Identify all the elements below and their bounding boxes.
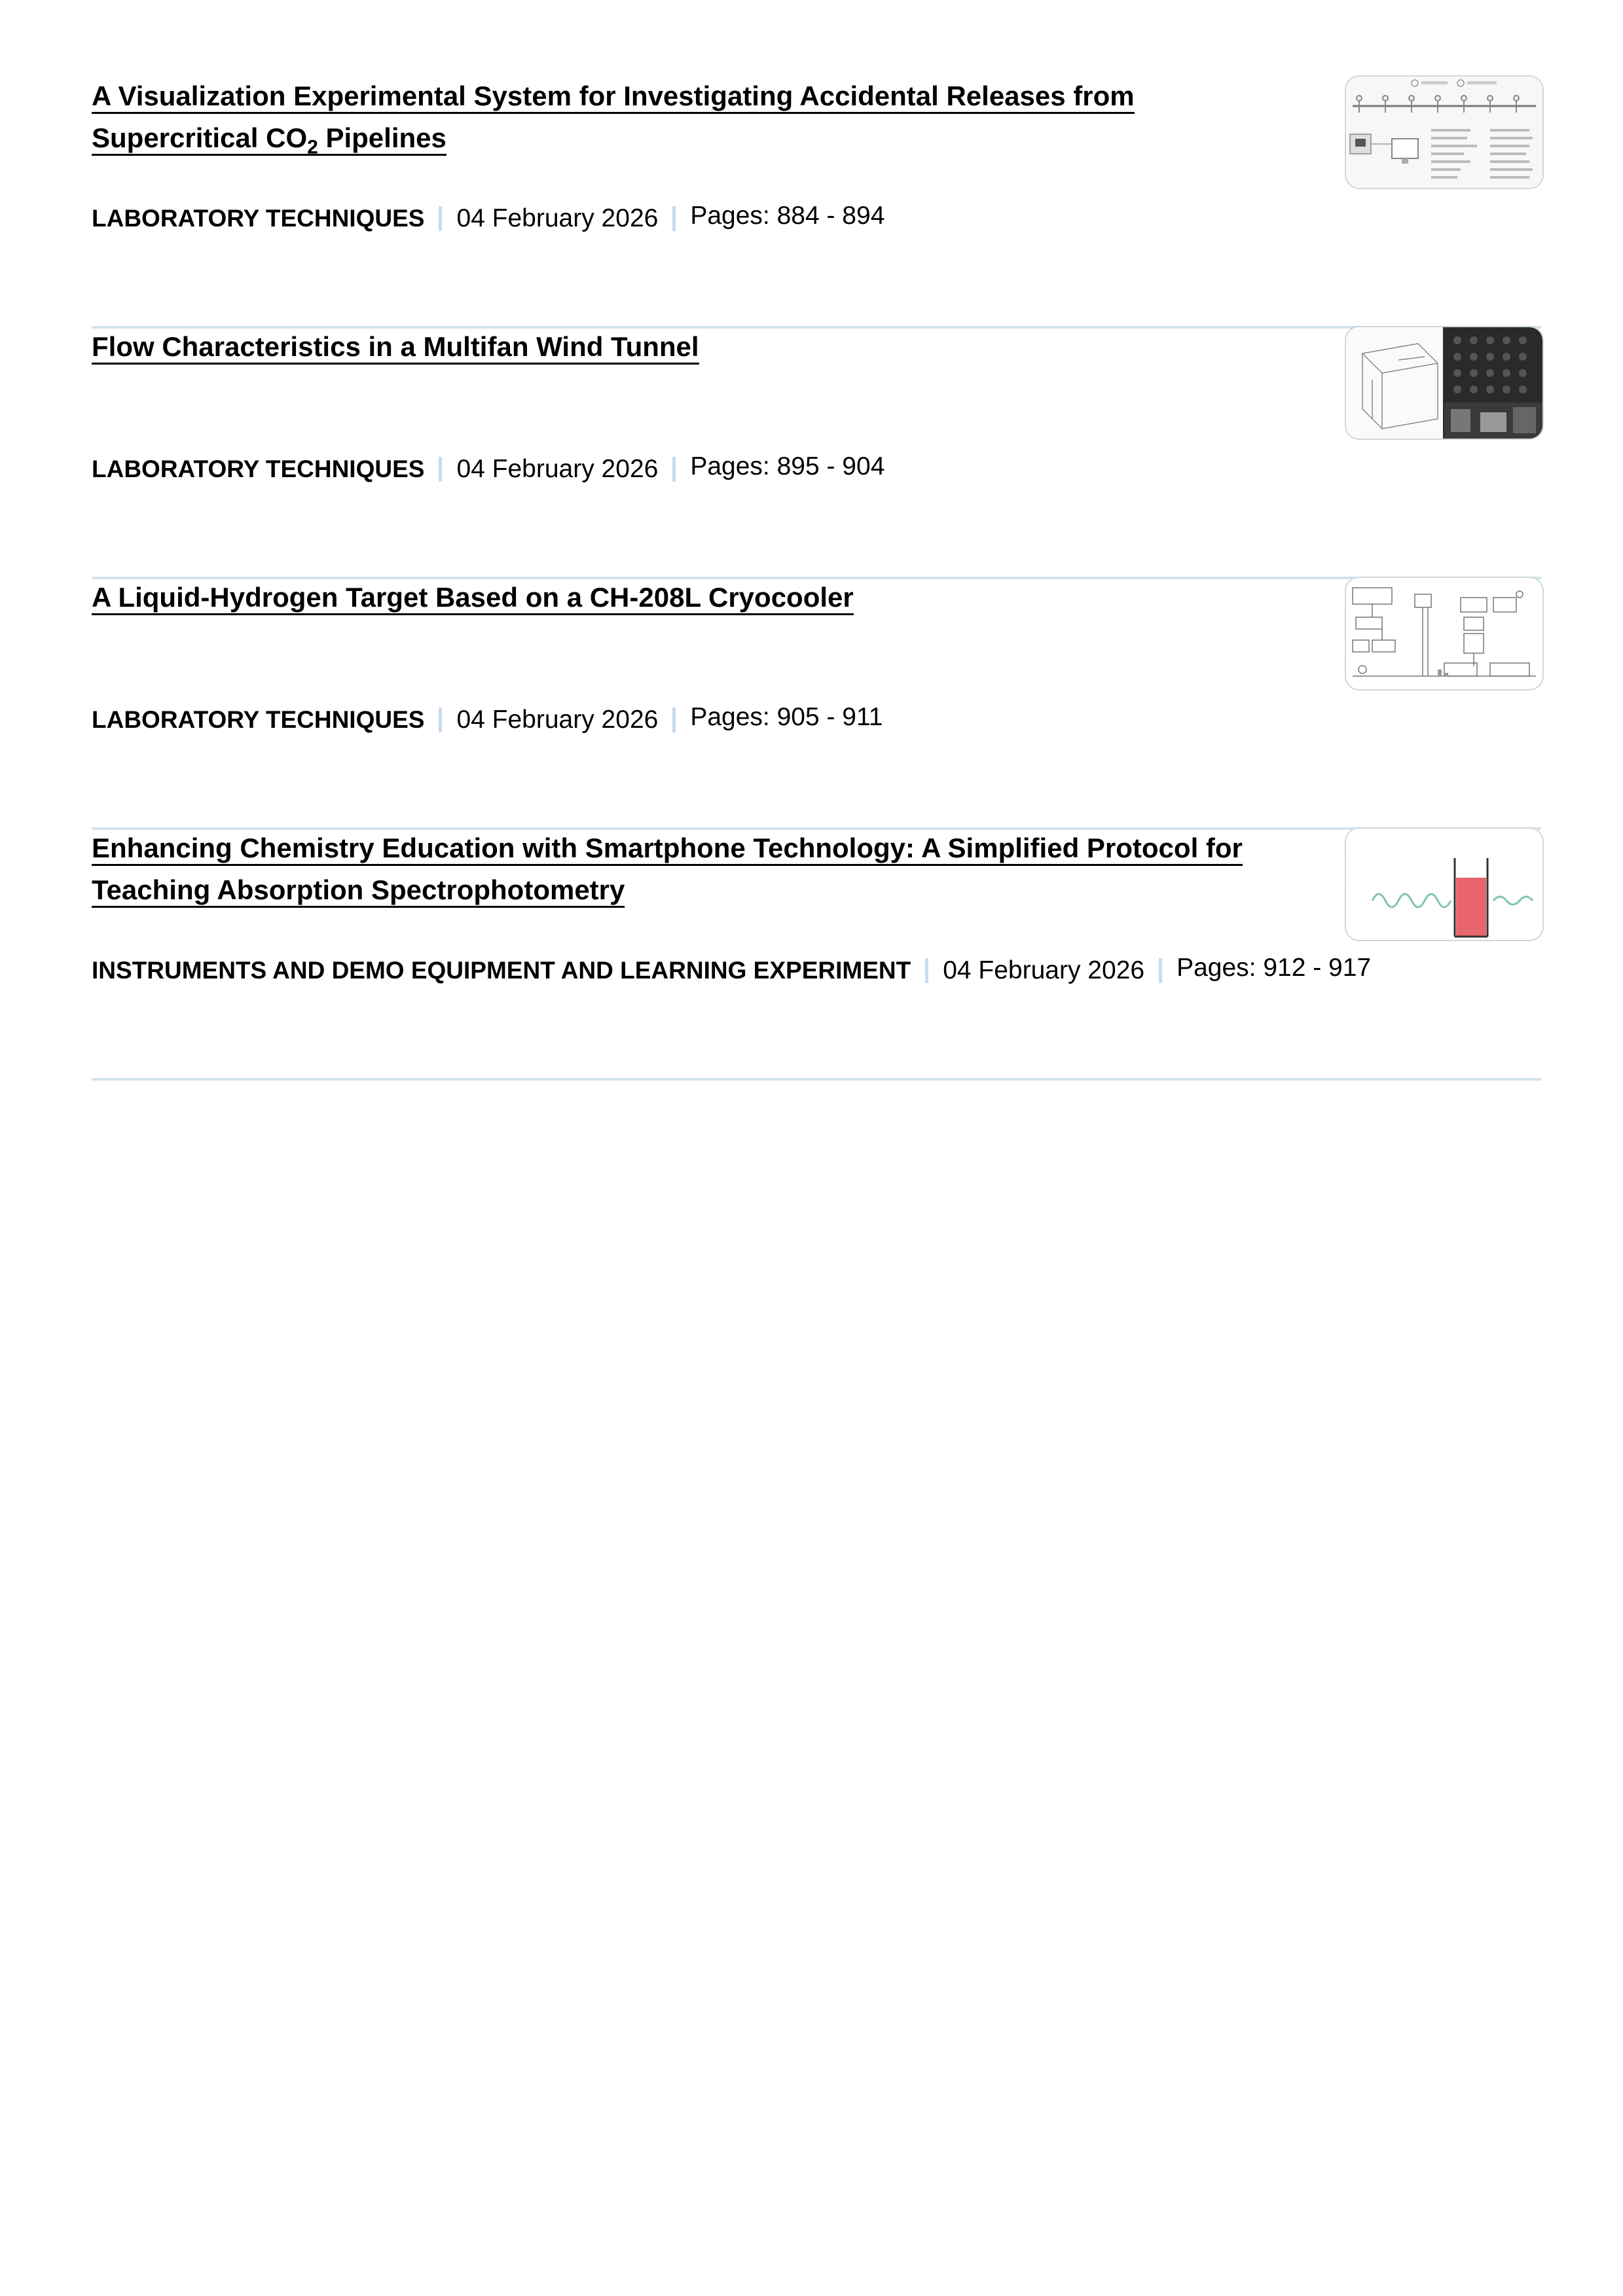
meta-separator [672, 708, 676, 732]
cryocooler-diagram-image [1346, 578, 1542, 689]
article-title-link[interactable] [92, 577, 1296, 619]
article-thumbnail[interactable] [1345, 326, 1544, 440]
article-category[interactable]: LABORATORY TECHNIQUES [92, 456, 425, 482]
article-title-tail: Pipelines [318, 122, 447, 153]
article-meta [92, 954, 1371, 987]
article-title: A Liquid-Hydrogen Target Based on a CH-208L Cryocooler [92, 582, 854, 615]
meta-separator [439, 206, 442, 231]
meta-separator [672, 457, 676, 482]
article-date: 04 February 2026 [456, 706, 659, 734]
article-pages: Pages: 895 - 904 [690, 452, 885, 480]
article-meta [92, 704, 883, 736]
meta-separator [1159, 958, 1162, 983]
subscript-text: 2 [307, 136, 318, 158]
article-pages: Pages: 905 - 911 [690, 703, 883, 731]
article-pages: Pages: 912 - 917 [1176, 954, 1372, 982]
article-date: 04 February 2026 [456, 204, 659, 232]
article-pages: Pages: 884 - 894 [690, 202, 885, 230]
meta-separator [439, 457, 442, 482]
article-item [92, 326, 1541, 579]
article-meta [92, 453, 884, 486]
meta-separator [672, 206, 676, 231]
article-title: A Visualization Experimental System for Investigating Accidental Releases from Supercritical CO [92, 81, 1135, 153]
meta-separator [925, 958, 928, 983]
article-item [92, 75, 1541, 329]
meta-separator [439, 708, 442, 732]
article-thumbnail[interactable] [1345, 827, 1544, 941]
article-category[interactable]: LABORATORY TECHNIQUES [92, 205, 425, 232]
article-title-link[interactable] [92, 326, 1296, 368]
cuvette-wave-image [1346, 829, 1542, 940]
article-title: Enhancing Chemistry Education with Smartphone Technology: A Simplified Protocol for Teaching Absorption Spectrophotometry [92, 833, 1243, 908]
article-thumbnail[interactable] [1345, 75, 1544, 189]
article-item [92, 577, 1541, 830]
article-meta [92, 202, 884, 235]
article-title-link[interactable] [92, 827, 1296, 911]
schematic-image [1346, 77, 1542, 188]
article-thumbnail[interactable] [1345, 577, 1544, 691]
wind-tunnel-image [1346, 327, 1542, 439]
article-date: 04 February 2026 [456, 455, 659, 483]
article-title-link[interactable] [92, 75, 1296, 168]
article-category[interactable]: LABORATORY TECHNIQUES [92, 706, 425, 733]
article-title: Flow Characteristics in a Multifan Wind Tunnel [92, 331, 699, 365]
article-item [92, 827, 1541, 1081]
article-date: 04 February 2026 [943, 956, 1145, 984]
article-category[interactable]: INSTRUMENTS AND DEMO EQUIPMENT AND LEARNING EXPERIMENT [92, 957, 911, 984]
